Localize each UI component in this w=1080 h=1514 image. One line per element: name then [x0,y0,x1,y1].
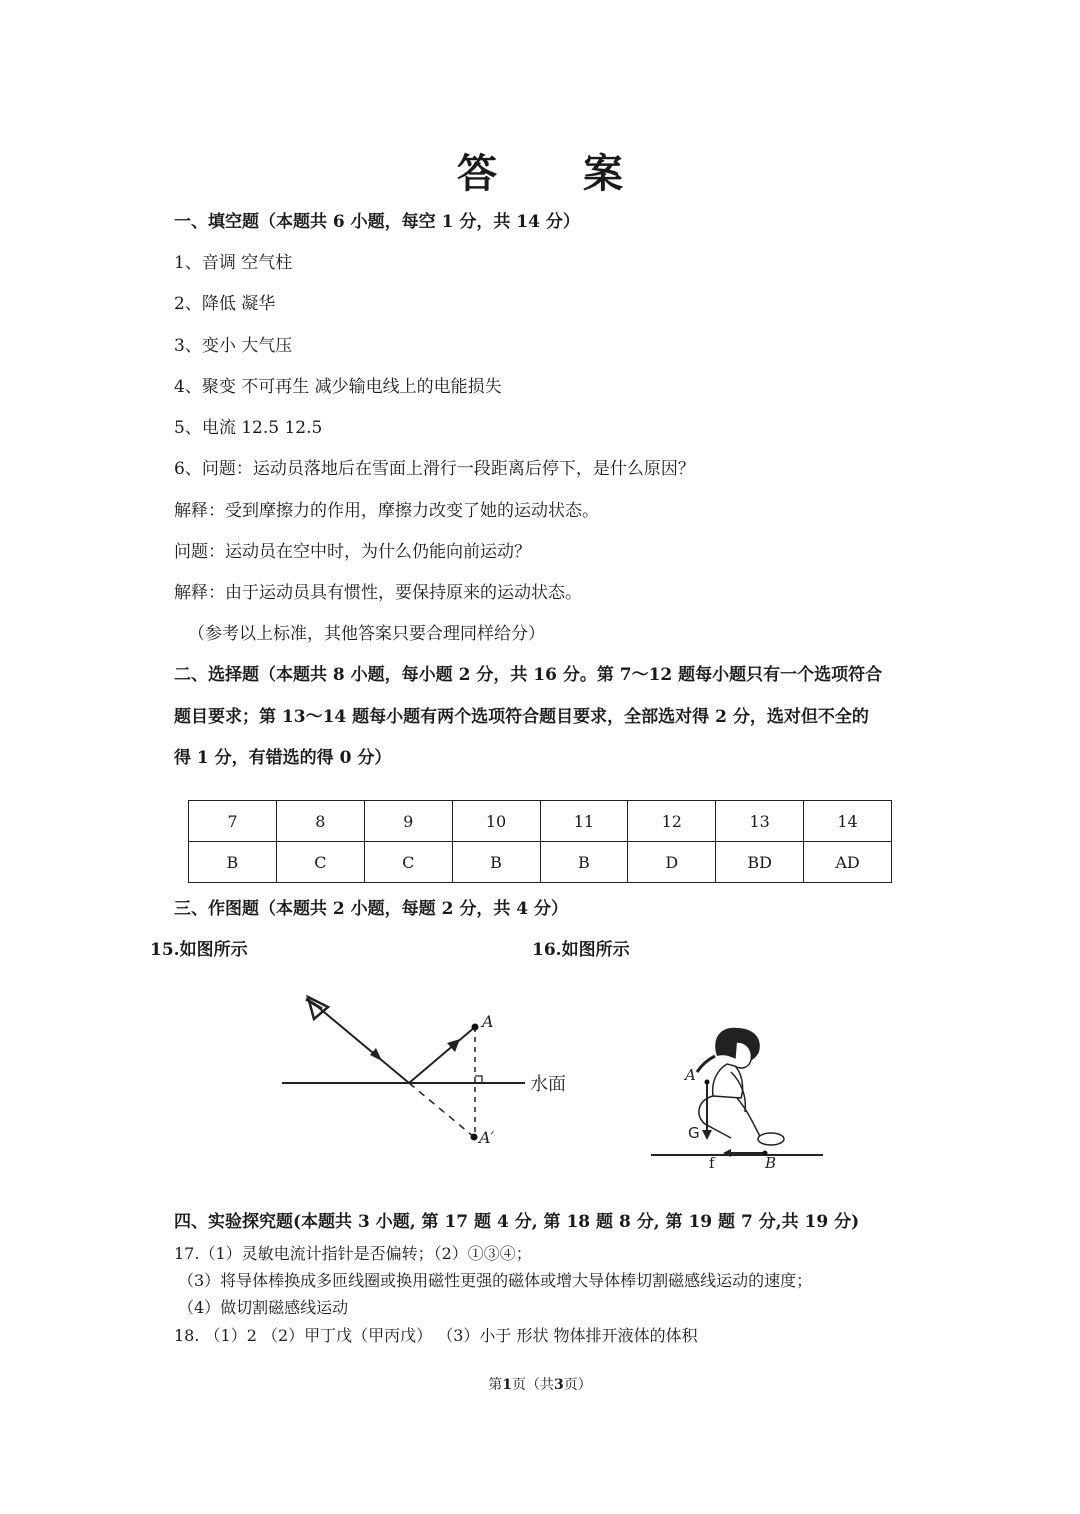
table-cell: D [628,842,716,883]
answer-line: 17.（1）灵敏电流计指针是否偏转；（2）①③④； [174,1244,532,1263]
section2-header-line: 题目要求；第 13～14 题每小题有两个选项符合题目要求，全部选对得 2 分，选对但不全的 [174,707,869,727]
grading-note: （参考以上标准，其他答案只要合理同样给分） [188,624,545,644]
leg-front [737,1098,779,1138]
gravity-arrowhead [702,1130,712,1140]
answer-line: （3）将导体棒换成多匝线圈或换用磁性更强的磁体或增大导体棒切割磁感线运动的速度； [178,1271,813,1290]
table-cell: C [364,842,452,883]
footer-prefix: 第 [488,1377,503,1393]
answer-line: 5、电流 12.5 12.5 [174,418,323,438]
table-row-answers [189,842,892,883]
answer-line: 3、变小 大气压 [174,336,293,356]
label-f: f [709,1154,715,1170]
force-diagram [645,1020,830,1170]
point-a [472,1024,479,1031]
label-g: G [688,1124,700,1142]
label-a: A [685,1066,696,1084]
footer-total: 3 [554,1377,564,1393]
shoe [758,1133,784,1145]
table-row-numbers [189,801,892,842]
q16-label: 16.如图所示 [532,940,630,960]
table-cell: 7 [189,801,277,842]
page-footer [0,1374,1080,1394]
footer-page: 1 [502,1377,512,1393]
eye-icon [306,997,328,1019]
page-title: 答 案 [457,150,659,197]
right-angle-mark [475,1076,482,1083]
reflected-ray [318,1007,409,1083]
answer-line: 18. （1）2 （2）甲丁戊（甲丙戊） （3）小于 形状 物体排开液体的体积 [174,1326,698,1345]
answer-line: 4、聚变 不可再生 减少输电线上的电能损失 [174,377,502,397]
table-cell: 8 [276,801,364,842]
reflection-diagram [270,985,590,1155]
table-cell: C [276,842,364,883]
label-water-surface: 水面 [530,1074,566,1095]
label-a: A [482,1012,494,1031]
answer-table [188,800,892,883]
reflected-arrow [370,1048,382,1061]
answer-line: 6、问题：运动员落地后在雪面上滑行一段距离后停下，是什么原因？ [174,459,695,479]
answer-line: 2、降低 凝华 [174,294,276,314]
q15-label: 15.如图所示 [150,940,248,960]
table-cell: B [189,842,277,883]
ponytail [697,1056,715,1072]
point-a [705,1080,710,1085]
virtual-ray [409,1083,474,1137]
table-cell: 14 [804,801,892,842]
table-cell: 12 [628,801,716,842]
footer-suffix: 页） [563,1377,592,1393]
point-a-prime [471,1134,478,1141]
table-cell: 11 [540,801,628,842]
label-b: B [765,1154,777,1170]
incident-ray [409,1027,475,1083]
table-cell: AD [804,842,892,883]
answer-line: 解释：由于运动员具有惯性，要保持原来的运动状态。 [174,583,582,603]
section2-header-line: 得 1 分，有错选的得 0 分） [174,748,392,768]
section3-header: 三、作图题（本题共 2 小题，每题 2 分，共 4 分） [174,899,568,919]
answer-line: 1、音调 空气柱 [174,253,293,273]
answer-line: 问题：运动员在空中时，为什么仍能向前运动？ [174,542,531,562]
label-a-prime: A′ [479,1128,495,1147]
table-cell: 10 [452,801,540,842]
answer-line: （4）做切割磁感线运动 [178,1298,349,1317]
table-cell: B [540,842,628,883]
answer-line: 解释：受到摩擦力的作用，摩擦力改变了她的运动状态。 [174,501,599,521]
table-cell: B [452,842,540,883]
section4-header: 四、实验探究题(本题共 3 小题, 第 17 题 4 分, 第 18 题 8 分, 第 19 题 7 分,共 19 分) [174,1212,860,1232]
footer-middle: 页（共 [512,1377,554,1393]
table-cell: 9 [364,801,452,842]
table-cell: 13 [716,801,804,842]
table-cell: BD [716,842,804,883]
section2-header-line: 二、选择题（本题共 8 小题，每小题 2 分，共 16 分。第 7～12 题每小题只有一个选项符合 [174,665,883,685]
section1-header: 一、填空题（本题共 6 小题，每空 1 分，共 14 分） [174,212,580,232]
